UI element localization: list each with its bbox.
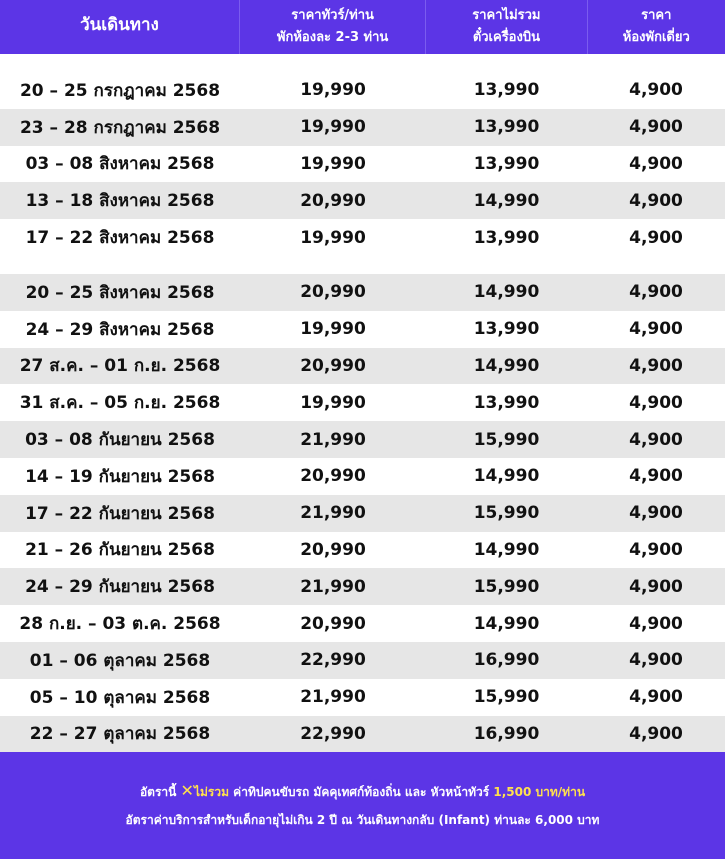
table-group-2 (0, 274, 725, 752)
no-flight-price-cell: 14,990 (473, 355, 540, 376)
header-date (0, 0, 240, 54)
single-room-price-cell: 4,900 (629, 319, 683, 340)
date-cell: 20 – 25 กรกฎาคม 2568 (19, 80, 221, 101)
no-flight-price-cell: 13,990 (473, 153, 540, 174)
table-row (0, 605, 725, 642)
price-cell: 20,990 (300, 355, 366, 376)
price-cell: 22,990 (300, 723, 366, 744)
date-cell: 01 – 06 ตุลาคม 2568 (29, 650, 211, 671)
single-room-price-cell: 4,900 (629, 282, 683, 303)
price-cell: 19,990 (300, 117, 366, 138)
price-cell: 21,990 (300, 429, 366, 450)
date-cell: 20 – 25 สิงหาคม 2568 (25, 282, 215, 303)
price-cell: 20,990 (300, 282, 366, 303)
header-price-line1: ราคาทัวร์/ท่าน (291, 8, 374, 23)
header-single-room (588, 0, 725, 54)
x-mark-icon: ✕ (180, 781, 194, 800)
price-cell: 20,990 (300, 190, 366, 211)
footer-line-2: อัตราค่าบริการสำหรับเด็กอายุไม่เกิน 2 ปี ณ วันเดินทางกลับ (Infant) ท่านละ 6,000 บาท (125, 813, 600, 827)
table-row (0, 72, 725, 109)
table-row (0, 348, 725, 385)
single-room-price-cell: 4,900 (629, 723, 683, 744)
header-price (240, 0, 426, 54)
footer-line-1 (140, 777, 585, 806)
header-no-flight-line2: ตั๋วเครื่องบิน (472, 30, 540, 45)
single-room-price-cell: 4,900 (629, 153, 683, 174)
no-flight-price-cell: 14,990 (473, 466, 540, 487)
date-cell: 13 – 18 สิงหาคม 2568 (25, 191, 215, 212)
single-room-price-cell: 4,900 (629, 613, 683, 634)
no-flight-price-cell: 15,990 (473, 576, 540, 597)
price-cell: 21,990 (300, 503, 366, 524)
table-row (0, 642, 725, 679)
single-room-price-cell: 4,900 (629, 650, 683, 671)
price-cell: 19,990 (300, 153, 366, 174)
single-room-price-cell: 4,900 (629, 117, 683, 138)
table-row (0, 274, 725, 311)
spacer (0, 256, 725, 274)
table-row (0, 182, 725, 219)
table-row (0, 716, 725, 753)
price-cell: 21,990 (300, 576, 366, 597)
footer-prefix: อัตรานี้ (139, 785, 177, 799)
price-cell: 20,990 (300, 613, 366, 634)
price-cell: 19,990 (300, 392, 366, 413)
single-room-price-cell: 4,900 (629, 227, 683, 248)
no-flight-price-cell: 15,990 (473, 503, 540, 524)
single-room-price-cell: 4,900 (629, 539, 683, 560)
no-flight-price-cell: 14,990 (473, 282, 540, 303)
date-cell: 17 – 22 สิงหาคม 2568 (25, 228, 215, 249)
no-flight-price-cell: 13,990 (473, 117, 540, 138)
spacer (0, 54, 725, 72)
price-cell: 20,990 (300, 466, 366, 487)
date-cell: 14 – 19 กันยายน 2568 (25, 466, 215, 487)
date-cell: 03 – 08 สิงหาคม 2568 (25, 154, 215, 175)
single-room-price-cell: 4,900 (629, 687, 683, 708)
date-cell: 28 ก.ย. – 03 ต.ค. 2568 (19, 614, 221, 635)
table-row (0, 109, 725, 146)
table-row (0, 532, 725, 569)
header-single-line2: ห้องพักเดี่ยว (622, 30, 690, 45)
date-cell: 22 – 27 ตุลาคม 2568 (29, 724, 211, 745)
single-room-price-cell: 4,900 (629, 466, 683, 487)
date-cell: 31 ส.ค. – 05 ก.ย. 2568 (19, 393, 221, 414)
table-row (0, 384, 725, 421)
footer-middle: ค่าทิปคนขับรถ มัคคุเทศก์ท้องถิ่น และ หัวหน้าทัวร์ (233, 785, 490, 799)
table-row (0, 219, 725, 256)
date-cell: 17 – 22 กันยายน 2568 (25, 503, 215, 524)
date-cell: 24 – 29 สิงหาคม 2568 (25, 319, 215, 340)
table-header (0, 0, 725, 54)
single-room-price-cell: 4,900 (629, 576, 683, 597)
date-cell: 03 – 08 กันยายน 2568 (25, 430, 215, 451)
date-cell: 27 ส.ค. – 01 ก.ย. 2568 (19, 356, 221, 377)
table-row (0, 568, 725, 605)
single-room-price-cell: 4,900 (629, 503, 683, 524)
single-room-price-cell: 4,900 (629, 392, 683, 413)
date-cell: 24 – 29 กันยายน 2568 (25, 577, 215, 598)
header-date-label: วันเดินทาง (80, 15, 159, 35)
price-cell: 22,990 (300, 650, 366, 671)
header-price-line2: พักห้องละ 2-3 ท่าน (276, 30, 389, 45)
single-room-price-cell: 4,900 (629, 429, 683, 450)
price-cell: 19,990 (300, 80, 366, 101)
price-cell: 19,990 (300, 227, 366, 248)
no-flight-price-cell: 13,990 (473, 319, 540, 340)
price-cell: 21,990 (300, 687, 366, 708)
no-flight-price-cell: 14,990 (473, 539, 540, 560)
no-flight-price-cell: 13,990 (473, 227, 540, 248)
header-single-line1: ราคา (641, 8, 672, 23)
footer-not-included: ไม่รวม (193, 785, 229, 799)
no-flight-price-cell: 16,990 (473, 650, 540, 671)
no-flight-price-cell: 13,990 (473, 80, 540, 101)
single-room-price-cell: 4,900 (629, 80, 683, 101)
table-row (0, 421, 725, 458)
footer-note (0, 752, 725, 859)
table-group-1 (0, 72, 725, 256)
no-flight-price-cell: 16,990 (473, 723, 540, 744)
footer-amount: 1,500 บาท/ท่าน (493, 785, 586, 799)
table-row (0, 495, 725, 532)
no-flight-price-cell: 13,990 (473, 392, 540, 413)
no-flight-price-cell: 15,990 (473, 687, 540, 708)
date-cell: 21 – 26 กันยายน 2568 (25, 540, 215, 561)
table-row (0, 146, 725, 183)
no-flight-price-cell: 14,990 (473, 613, 540, 634)
date-cell: 05 – 10 ตุลาคม 2568 (29, 687, 211, 708)
single-room-price-cell: 4,900 (629, 190, 683, 211)
single-room-price-cell: 4,900 (629, 355, 683, 376)
table-row (0, 311, 725, 348)
date-cell: 23 – 28 กรกฎาคม 2568 (19, 117, 221, 138)
table-row (0, 458, 725, 495)
header-no-flight (426, 0, 587, 54)
table-row (0, 679, 725, 716)
no-flight-price-cell: 15,990 (473, 429, 540, 450)
no-flight-price-cell: 14,990 (473, 190, 540, 211)
header-no-flight-line1: ราคาไม่รวม (472, 8, 541, 23)
price-cell: 19,990 (300, 319, 366, 340)
price-cell: 20,990 (300, 539, 366, 560)
